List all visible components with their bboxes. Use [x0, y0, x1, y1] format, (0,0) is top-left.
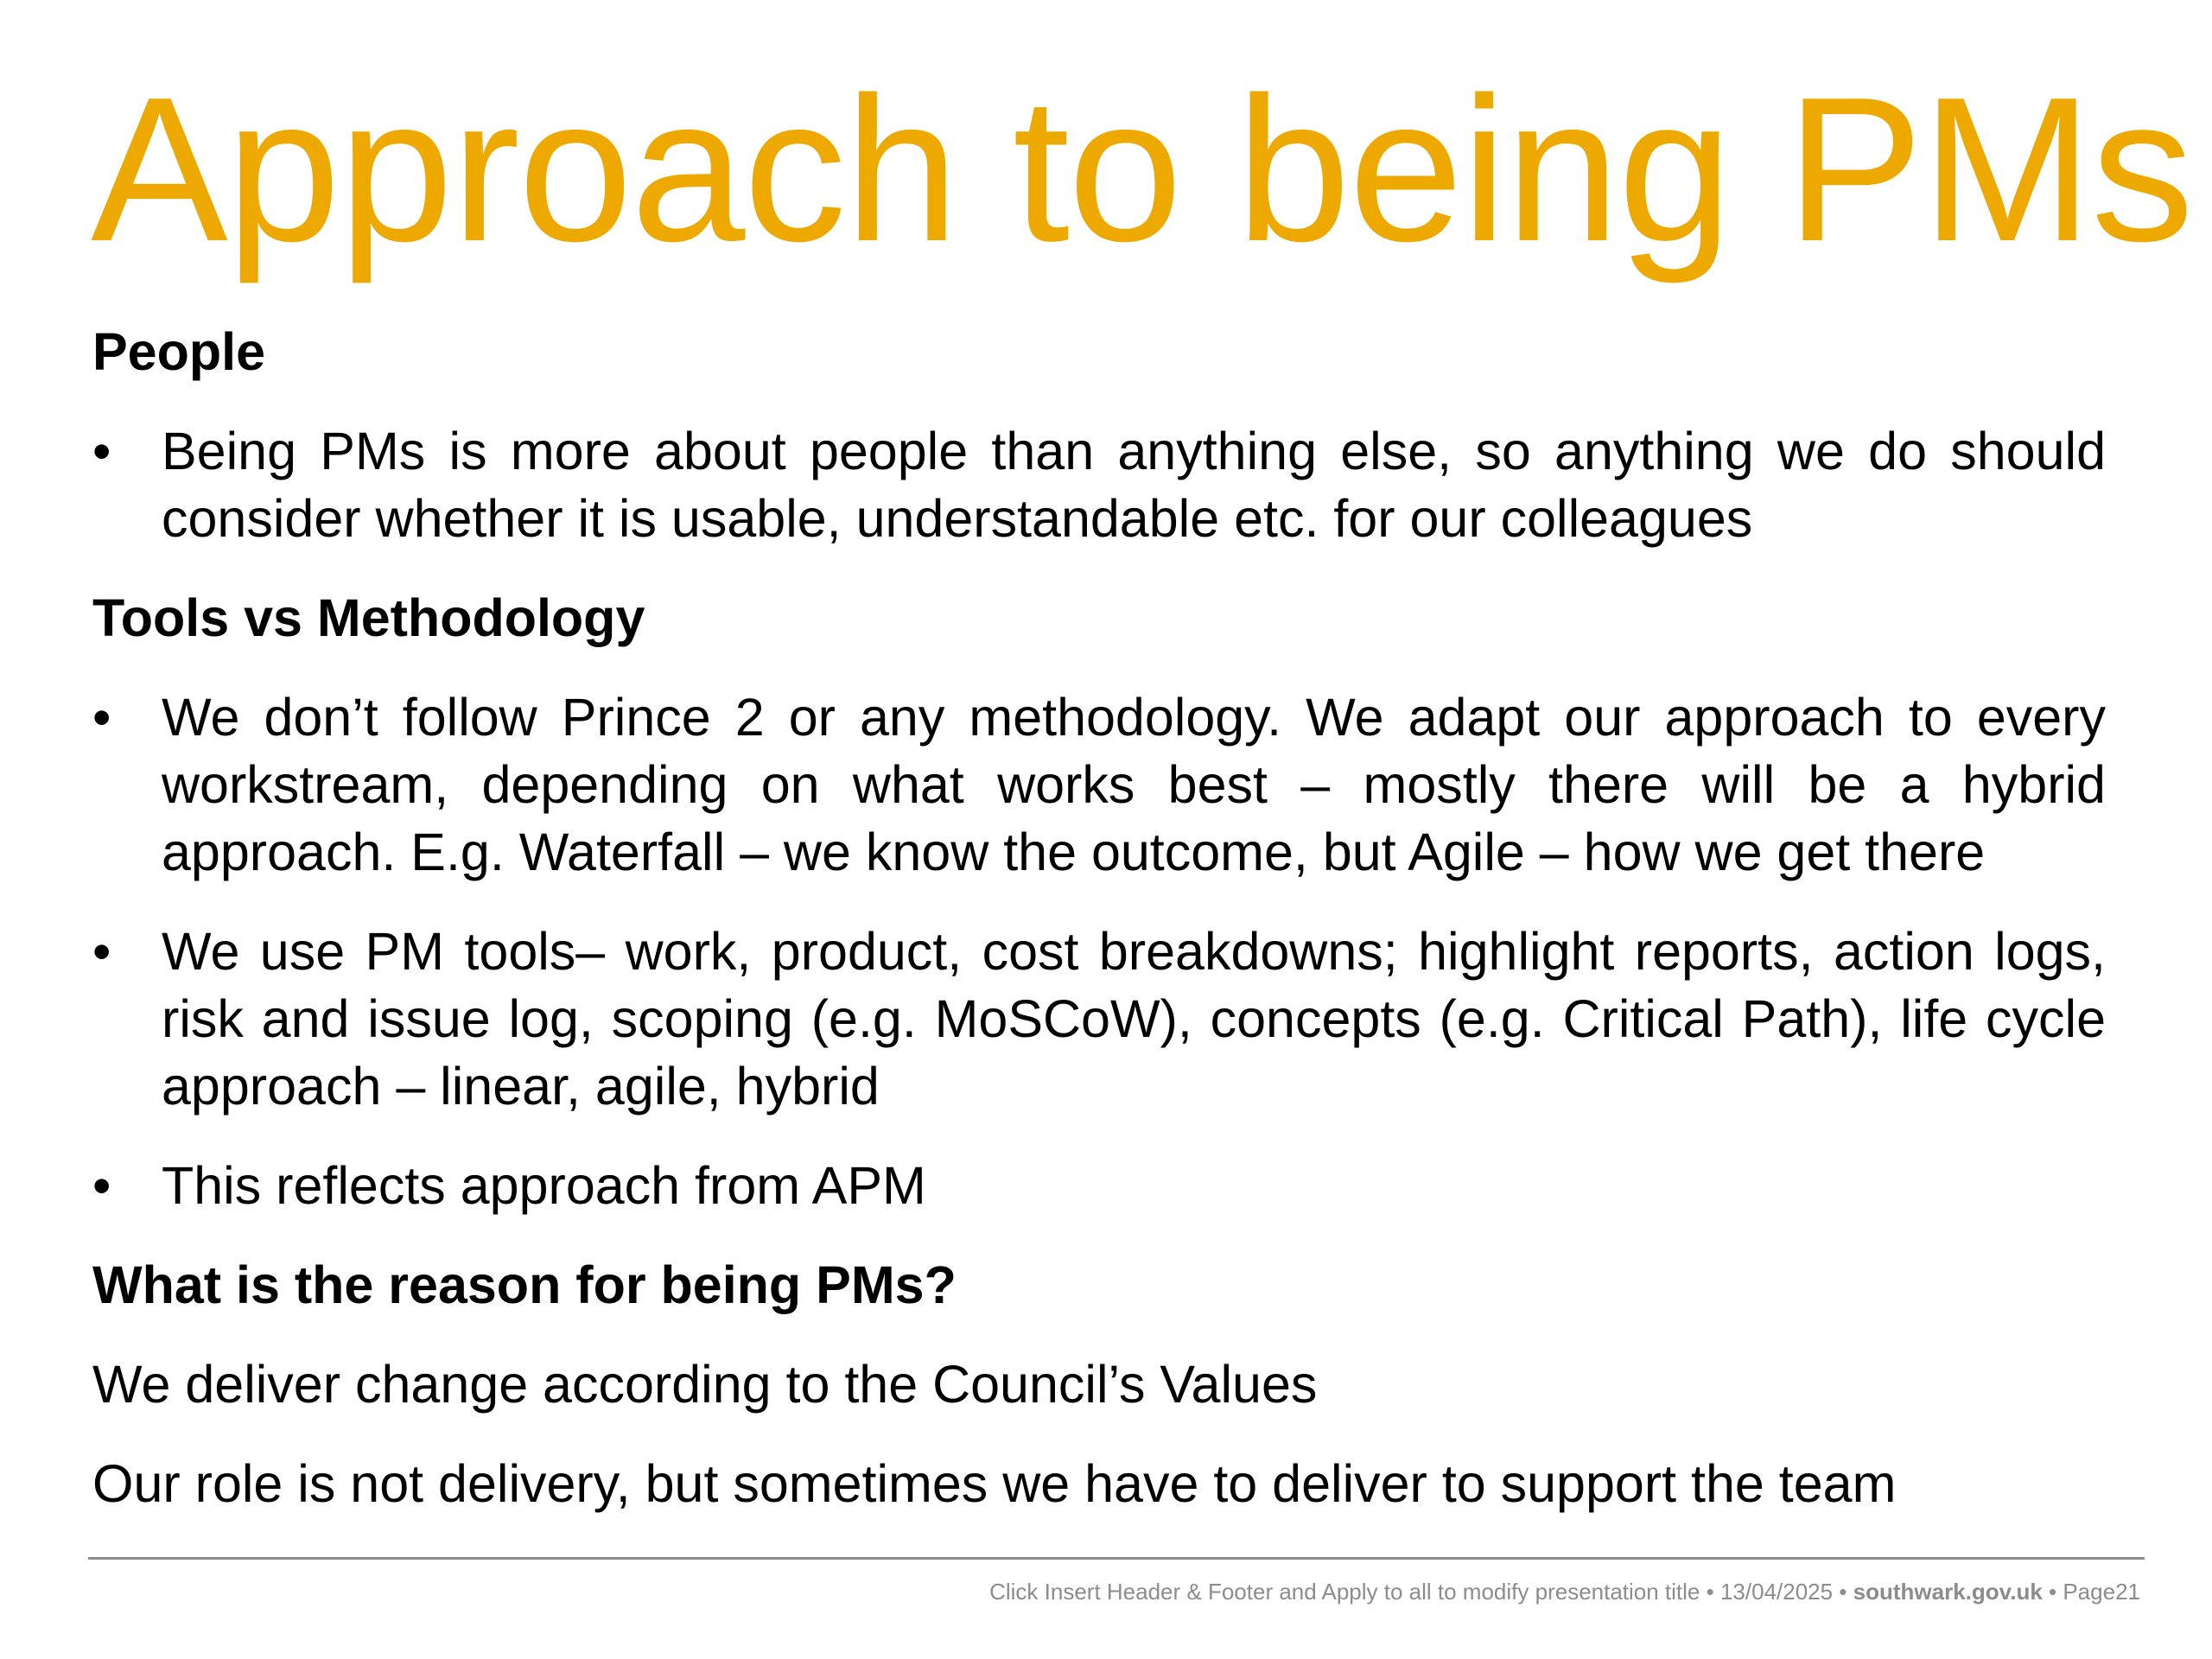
slide-title: Approach to being PMs [91, 55, 2193, 284]
tools-bullet-list [92, 683, 2106, 1219]
footer-presentation-title: Click Insert Header & Footer and Apply to all to modify presentation title [989, 1579, 1700, 1605]
reason-line-values: We deliver change according to the Council’s Values [92, 1355, 1318, 1414]
bullet-text: We don’t follow Prince 2 or any methodology. We adapt our approach to every workstream, depending on what works best – mostly there will be a hybrid approach. E.g. Waterfall – we know the outcome, but Agile – how we get there [162, 688, 2106, 881]
section-heading-reason: What is the reason for being PMs? [92, 1255, 957, 1314]
slide-body [92, 318, 2106, 1549]
list-item [92, 683, 2106, 886]
list-item [92, 1152, 2106, 1219]
bullet-text: This reflects approach from APM [162, 1156, 926, 1215]
footer-separator: • [1833, 1579, 1853, 1605]
list-item [92, 417, 2106, 552]
bullet-text: We use PM tools– work, product, cost breakdowns; highlight reports, action logs, risk and issue log, scoping (e.g. MoSCoW), concepts (e.g. Critical Path), life cycle approach – linear, agile, hybrid [162, 922, 2106, 1116]
footer-page-label: Page [2063, 1579, 2116, 1605]
footer-separator: • [1700, 1579, 1720, 1605]
footer-date: 13/04/2025 [1719, 1579, 1834, 1605]
footer-page-number: 21 [2115, 1579, 2140, 1605]
bullet-icon: • [92, 1156, 111, 1215]
footer-domain: southwark.gov.uk [1853, 1579, 2043, 1605]
people-bullet-list [92, 417, 2106, 552]
bullet-icon: • [92, 688, 111, 747]
section-heading-people: People [92, 322, 266, 381]
bullet-icon: • [92, 422, 111, 480]
bullet-text: Being PMs is more about people than anything else, so anything we do should consider whether it is usable, understandable etc. for our colleagues [162, 422, 2106, 548]
bullet-icon: • [92, 922, 111, 981]
section-heading-tools: Tools vs Methodology [92, 588, 645, 647]
reason-line-role: Our role is not delivery, but sometimes we have to deliver to support the team [92, 1454, 1897, 1513]
footer-divider [88, 1557, 2145, 1560]
footer-separator: • [2042, 1579, 2063, 1605]
list-item [92, 918, 2106, 1120]
slide-footer [989, 1579, 2140, 1605]
